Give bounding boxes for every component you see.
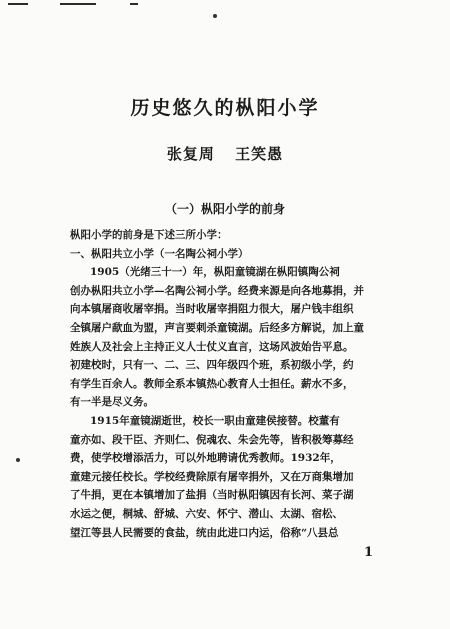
text-line: 水运之便，桐城、舒城、六安、怀宁、潜山、太湖、宿松、 xyxy=(70,507,343,520)
scan-artifact xyxy=(60,3,96,5)
text-line: 枞阳小学的前身是下述三所小学： xyxy=(70,229,228,241)
text-line: 童建元接任校长。学校经费除原有屠宰捐外，又在万商集增加 xyxy=(70,470,354,483)
scan-artifact xyxy=(130,3,138,5)
scan-speck xyxy=(16,458,20,462)
page-number: 1 xyxy=(364,545,374,560)
text-line: 有学生百余人。教师全系本镇热心教育人士担任。薪水不多， xyxy=(70,377,354,390)
text-line: 向本镇屠商收屠宰捐。当时收屠宰捐阻力很大，屠户钱丰组织 xyxy=(70,303,354,316)
text-line: 一、枞阳共立小学（一名陶公祠小学） xyxy=(70,247,249,260)
section-heading: （一）枞阳小学的前身 xyxy=(164,202,285,216)
text-line: 童亦如、段干臣、齐则仁、倪魂农、朱会先等，皆积极筹募经 xyxy=(70,433,354,446)
authors: 张复周 王笑愚 xyxy=(166,145,284,163)
text-line: 全镇屠户歃血为盟，声言要刺杀童镜湖。后经多方解说，加上童 xyxy=(70,321,364,334)
text-line: 了牛捐，更在本镇增加了盐捐（当时枞阳镇因有长河、菜子湖 xyxy=(70,489,354,502)
text-line: 姓族人及社会上主持正义人士仗义直言，这场风波始告平息。 xyxy=(70,340,354,353)
scan-artifact xyxy=(8,3,28,5)
text-line: 望江等县人民需要的食盐，统由此进口内运，俗称“八县总 xyxy=(70,526,339,539)
text-line: 创办枞阳共立小学—名陶公祠小学。经费来源是向各地募捐，并 xyxy=(70,284,364,297)
text-line: 1905（光绪三十一）年，枞阳童镜湖在枞阳镇陶公祠 xyxy=(90,266,340,279)
body-text xyxy=(70,226,410,542)
page-title: 历史悠久的枞阳小学 xyxy=(130,97,320,119)
text-line: 有一半是尽义务。 xyxy=(70,396,154,409)
scan-speck xyxy=(213,14,217,18)
text-line: 1915年童镜湖逝世，校长一职由童建侯接替。校董有 xyxy=(90,414,340,427)
text-line: 费，使学校增添活力，可以外地聘请优秀教师。1932年， xyxy=(70,452,341,465)
text-line: 初建校时，只有一、二、三、四年级四个班，系初级小学，约 xyxy=(70,359,354,372)
